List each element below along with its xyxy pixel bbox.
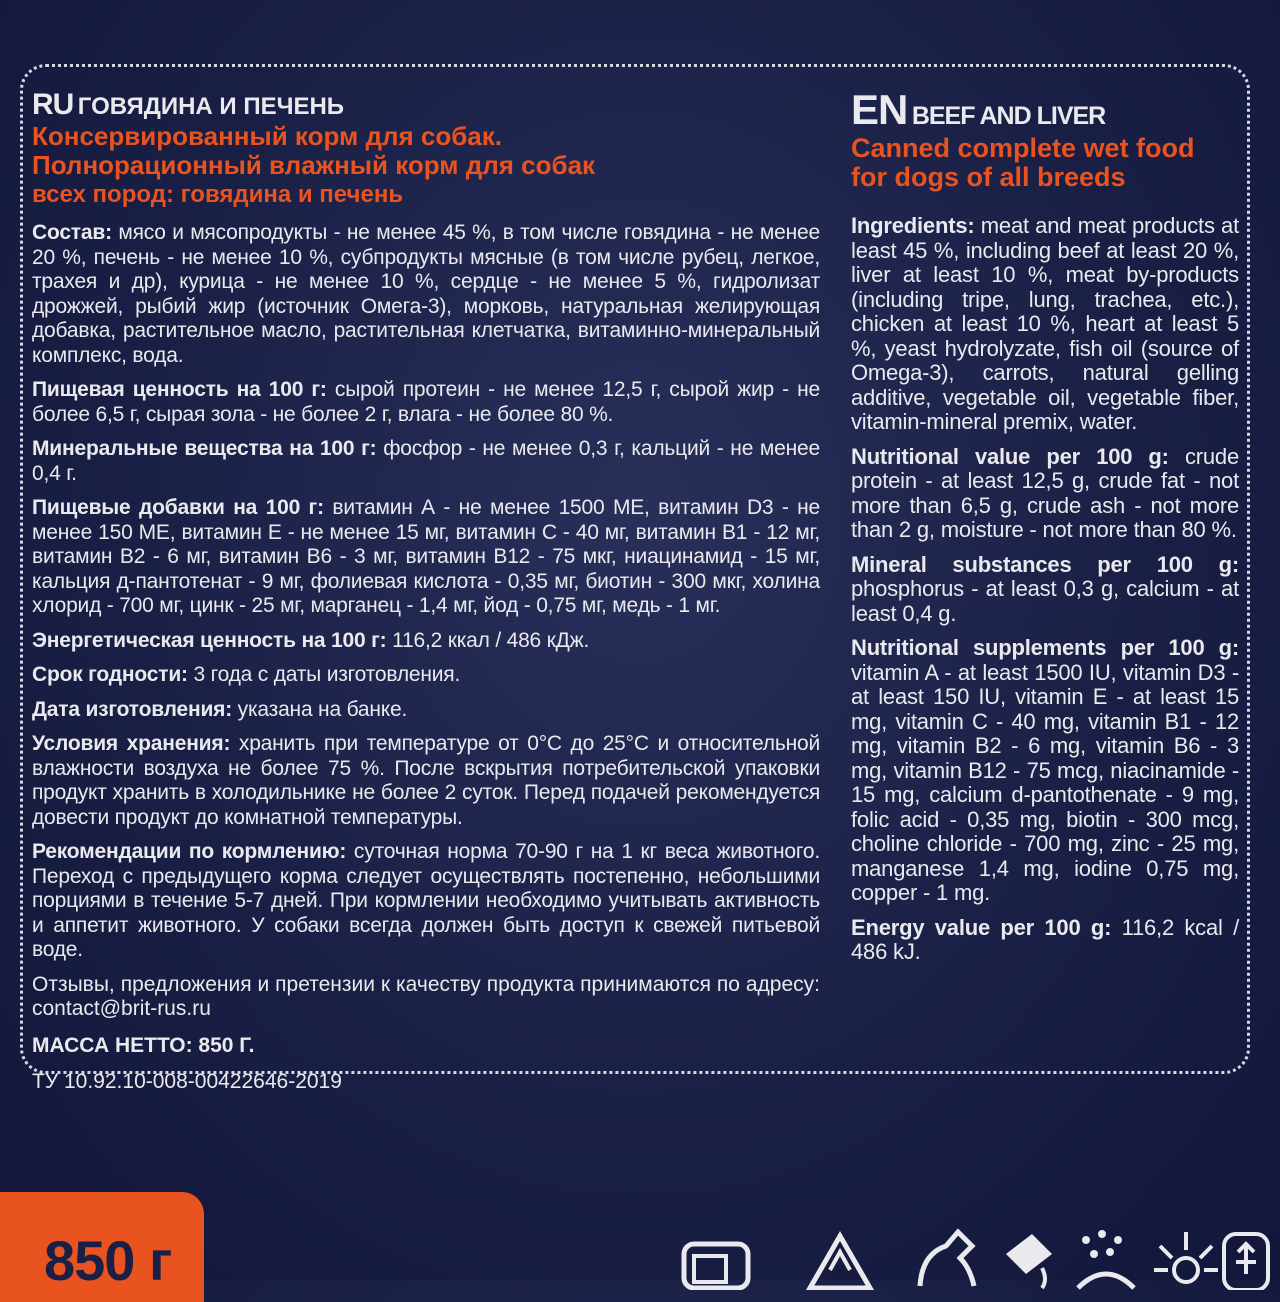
en-section-label: Energy value per 100 g: (851, 914, 1112, 940)
en-energy-value (851, 916, 1239, 965)
ru-shelf-life (32, 663, 820, 688)
en-minerals (851, 553, 1239, 627)
ru-section-text: мясо и мясопродукты - не менее 45 %, в том числе говядина - не менее 20 %, печень - не менее 10 %, субпродукты мясные (в том числе рубец, легкое, трахея и др), курица - не менее 10 %, сердце - не менее 5 %, гидролизат дрожжей, рыбий жир (источник Омега-3), морковь, натуральная желирующая добавка, растительное масло, растительная клетчатка, витаминно-минеральный комплекс, вода. (32, 221, 820, 367)
ru-section-label: Состав: (32, 221, 112, 244)
en-subtitle-1: Canned complete wet food (851, 133, 1195, 163)
ru-section-text: витамин А - не менее 1500 МЕ, витамин D3 - не менее 150 МЕ, витамин Е - не менее 15 мг, витамин С - 40 мг, витамин В1 - 12 мг, витамин В2 - 6 мг, витамин В6 - 3 мг, витамин В12 - 75 мкг, ниацинамид - 15 мг, кальция д-пантотенат - 9 мг, фолиевая кислота - 0,35 мг, биотин - 300 мкг, холина хлорид - 700 мг, цинк - 25 мг, марганец - 1,4 мг, йод - 0,75 мг, медь - 1 мг. (32, 496, 821, 617)
en-section-text: meat and meat products at least 45 %, including beef at least 20 %, liver at least 10 %, meat by-products (including tripe, lung, trachea, etc.), chicken at least 10 %, heart at least 5 %, yeast hydrolyzate, fish oil (source of Omega-3), carrots, natural gelling additive, vegetable oil, vegetable fiber, vitamin-mineral premix, water. (851, 213, 1239, 434)
ru-nutritional-value (32, 378, 820, 427)
pour-icon (996, 1224, 1066, 1290)
en-section-text: 116,2 kcal / 486 kJ. (851, 914, 1239, 964)
ru-net-weight: МАССА НЕТТО: 850 Г. (32, 1033, 255, 1057)
en-lang-code: EN (851, 86, 908, 133)
en-section-text: phosphorus - at least 0,3 g, calcium - at least 0,4 g. (851, 576, 1239, 626)
ru-section-label: Пищевая ценность на 100 г: (32, 378, 327, 401)
en-supplements (851, 636, 1239, 906)
en-subtitle-2: for dogs of all breeds (851, 162, 1126, 192)
en-section-text: crude protein - at least 12,5 g, crude fat - not more than 6,5 g, crude ash - not more than 2 g, moisture - not more than 80 %. (851, 443, 1239, 542)
en-ingredients (851, 214, 1239, 435)
weight-badge-text: 850 г (44, 1229, 172, 1292)
en-section-label: Ingredients: (851, 213, 975, 238)
ru-subtitle-1: Консервированный корм для собак. (32, 121, 502, 151)
ru-storage (32, 732, 820, 830)
ru-section-label: Условия хранения: (32, 732, 231, 755)
recycle-icon (800, 1230, 880, 1290)
ru-subtitle-3: всех пород: говядина и печень (32, 181, 404, 208)
ru-section-label: Дата изготовления: (32, 697, 233, 721)
ru-manufacture-date (32, 698, 820, 723)
ru-section-label: Энергетическая ценность на 100 г: (32, 628, 387, 652)
ru-section-label: Рекомендации по кормлению: (32, 840, 347, 863)
en-section-text: vitamin A - at least 1500 IU, vitamin D3 - at least 150 IU, vitamin E - at least 15 mg, vitamin C - 40 mg, vitamin B1 - 12 mg, vitamin B2 - 6 mg, vitamin B6 - 3 mg, vitamin B12 - 75 mcg, niacinamide - 15 mg, calcium d-pantothenate - 9 mg, folic acid - 0,35 mg, biotin - 300 mcg, choline chloride - 700 mg, zinc - 25 mg, manganese 1,4 mg, iodine 0,75 mg, copper - 1 mg. (851, 659, 1239, 905)
ru-composition (32, 221, 820, 368)
ru-section-text: фосфор - не менее 0,3 г, кальций - не менее 0,4 г. (32, 437, 820, 485)
en-nutritional-value (851, 445, 1239, 543)
ru-section-label: Минеральные вещества на 100 г: (32, 437, 377, 460)
microwave-icon (680, 1230, 752, 1290)
ru-lang-code: RU (32, 88, 74, 121)
ru-product-name: ГОВЯДИНА И ПЕЧЕНЬ (77, 93, 345, 120)
pictogram-row (676, 1210, 1276, 1280)
en-section-label: Nutritional supplements per 100 g: (851, 635, 1239, 660)
ru-subtitle-2: Полнорационный влажный корм для собак (32, 150, 596, 180)
ru-section-label: Срок годности: (32, 663, 188, 686)
ru-minerals (32, 437, 820, 486)
ru-supplements (32, 496, 820, 619)
ru-section-text: 116,2 ккал / 486 кДж. (386, 628, 590, 652)
open-can-icon (912, 1224, 982, 1290)
en-product-name: BEEF AND LIVER (911, 102, 1106, 130)
en-heading (851, 86, 1239, 134)
en-section-label: Nutritional value per 100 g: (851, 443, 1169, 469)
ru-section-text: суточная норма 70-90 г на 1 кг веса животного. Переход с предыдущего корма следует осуществлять постепенно, небольшими порциями в течение 5-7 дней. При кормлении необходимо учитывать активность и аппетит животного. У собаки всегда должен быть доступ к свежей питьевой воде. (32, 840, 820, 961)
en-section-label: Mineral substances per 100 g: (851, 551, 1239, 577)
sun-icon (1152, 1224, 1222, 1290)
ru-energy-value (32, 629, 820, 654)
rain-icon (1072, 1224, 1142, 1290)
ru-section-text: хранить при температуре от 0°С до 25°С и относительной влажности воздуха не более 75 %. После вскрытия потребительской упаковки продукт хранить в холодильнике не более 2 суток. Перед подачей рекомендуется довести продукт до комнатной температуры. (32, 732, 820, 829)
ru-section-label: Пищевые добавки на 100 г: (32, 496, 324, 519)
ru-section-text: указана на банке. (232, 697, 408, 721)
en-column (851, 86, 1239, 975)
ru-spec: ТУ 10.92.10-008-00422646-2019 (32, 1070, 342, 1093)
ru-feedback: Отзывы, предложения и претензии к качеству продукта принимаются по адресу: contact@brit-rus.ru (32, 972, 820, 1020)
ru-heading (32, 88, 820, 122)
ru-section-text: 3 года с даты изготовления. (187, 663, 461, 686)
ru-column (32, 88, 820, 1107)
ru-section-text: сырой протеин - не менее 12,5 г, сырой жир - не более 6,5 г, сырая зола - не более 2 г, влага - не более 80 %. (32, 378, 820, 426)
temperature-icon (1218, 1224, 1274, 1290)
ru-feeding (32, 840, 820, 963)
